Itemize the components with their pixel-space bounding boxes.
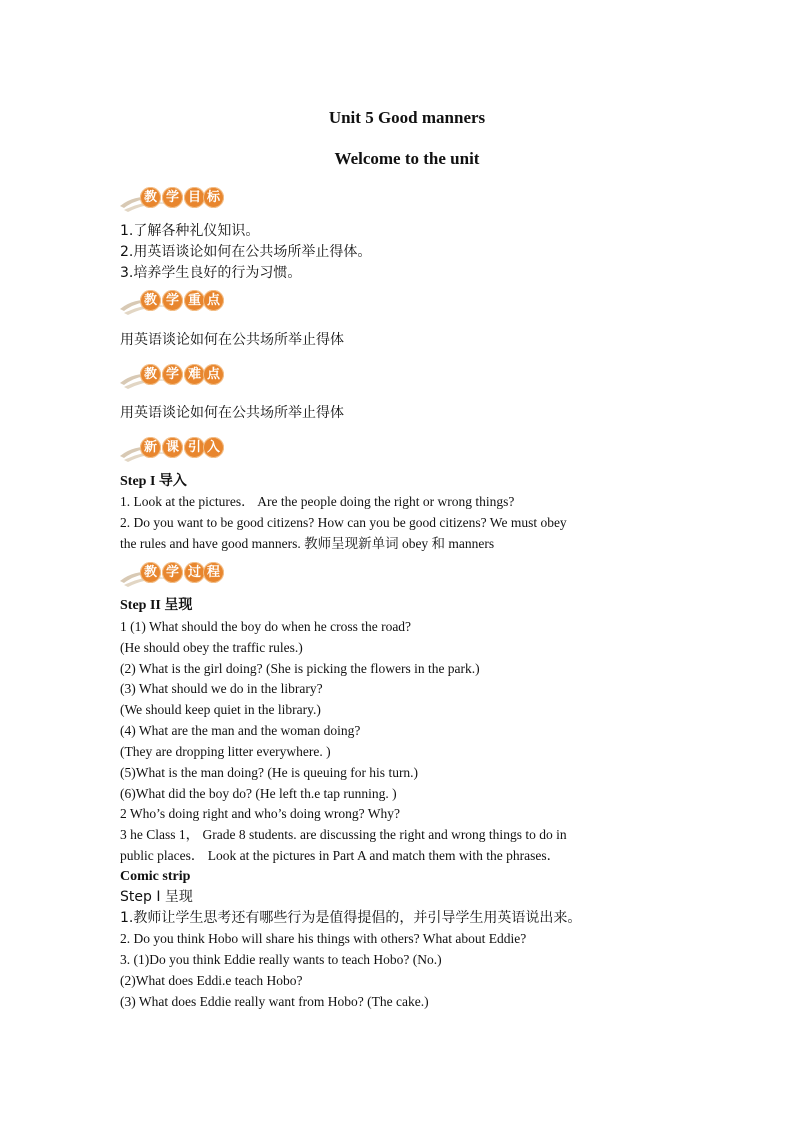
- banner-character-badge: 过: [184, 562, 205, 583]
- banner-character-badge: 课: [162, 437, 183, 458]
- objective-item: 2.用英语谈论如何在公共场所举止得体。: [120, 244, 372, 260]
- comic-step-label: Step I 呈现: [120, 889, 193, 905]
- banner-character-badge: 点: [203, 290, 224, 311]
- step2-line: 1 (1) What should the boy do when he cross the road?: [120, 619, 412, 634]
- step2-line: 3 he Class 1， Grade 8 students. are discussing the right and wrong things to do in: [120, 827, 567, 842]
- banner-character-badge: 难: [184, 364, 205, 385]
- banner-character-badge: 教: [140, 187, 161, 208]
- step2-line: (3) What should we do in the library?: [120, 681, 323, 696]
- step2-line: (We should keep quiet in the library.): [120, 702, 321, 717]
- banner-character-badge: 新: [140, 437, 161, 458]
- banner-character-badge: 学: [162, 187, 183, 208]
- step2-line: public places． Look at the pictures in Part A and match them with the phrases．: [120, 848, 561, 863]
- process-banner: [118, 561, 228, 587]
- objectives-banner: [118, 186, 228, 212]
- difficulties-banner: [118, 363, 228, 389]
- banner-character-badge: 学: [162, 364, 183, 385]
- step1-line: the rules and have good manners. 教师呈现新单词 obey 和 manners: [120, 536, 495, 551]
- banner-character-badge: 教: [140, 562, 161, 583]
- comic-line: 2. Do you think Hobo will share his things with others? What about Eddie?: [120, 931, 527, 946]
- step2-line: (He should obey the traffic rules.): [120, 640, 303, 655]
- banner-character-badge: 重: [184, 290, 205, 311]
- document-title: Unit 5 Good manners: [328, 108, 486, 127]
- objective-item: 3.培养学生良好的行为习惯。: [120, 265, 302, 281]
- objective-item: 1.了解各种礼仪知识。: [120, 223, 260, 239]
- difficulty-text: 用英语谈论如何在公共场所举止得体: [120, 405, 344, 421]
- step2-line: (6)What did the boy do? (He left th.e tap running. ): [120, 786, 397, 801]
- banner-character-badge: 程: [203, 562, 224, 583]
- banner-character-badge: 目: [184, 187, 205, 208]
- step2-line: (5)What is the man doing? (He is queuing for his turn.): [120, 765, 419, 780]
- step1-line: 1. Look at the pictures． Are the people doing the right or wrong things?: [120, 494, 515, 509]
- banner-character-badge: 教: [140, 364, 161, 385]
- key-points-banner: [118, 289, 228, 315]
- document-subtitle: Welcome to the unit: [334, 149, 480, 168]
- step2-line: 2 Who’s doing right and who’s doing wrong? Why?: [120, 806, 400, 821]
- banner-character-badge: 学: [162, 290, 183, 311]
- step2-line: (2) What is the girl doing? (She is picking the flowers in the park.): [120, 661, 480, 676]
- step1-line: 2. Do you want to be good citizens? How can you be good citizens? We must obey: [120, 515, 567, 530]
- banner-character-badge: 教: [140, 290, 161, 311]
- step2-heading: Step II 呈现: [120, 598, 193, 613]
- key-point-text: 用英语谈论如何在公共场所举止得体: [120, 332, 344, 348]
- banner-character-badge: 引: [184, 437, 205, 458]
- banner-character-badge: 入: [203, 437, 224, 458]
- banner-character-badge: 点: [203, 364, 224, 385]
- comic-line: 1.教师让学生思考还有哪些行为是值得提倡的，并引导学生用英语说出来。: [120, 910, 582, 926]
- step1-heading: Step I 导入: [120, 474, 187, 489]
- comic-line: 3. (1)Do you think Eddie really wants to teach Hobo? (No.): [120, 952, 442, 967]
- comic-heading: Comic strip: [120, 869, 191, 884]
- step2-line: (4) What are the man and the woman doing?: [120, 723, 361, 738]
- comic-line: (3) What does Eddie really want from Hobo? (The cake.): [120, 994, 429, 1009]
- banner-character-badge: 标: [203, 187, 224, 208]
- step2-line: (They are dropping litter everywhere. ): [120, 744, 331, 759]
- intro-banner: [118, 436, 228, 462]
- banner-character-badge: 学: [162, 562, 183, 583]
- comic-line: (2)What does Eddi.e teach Hobo?: [120, 973, 303, 988]
